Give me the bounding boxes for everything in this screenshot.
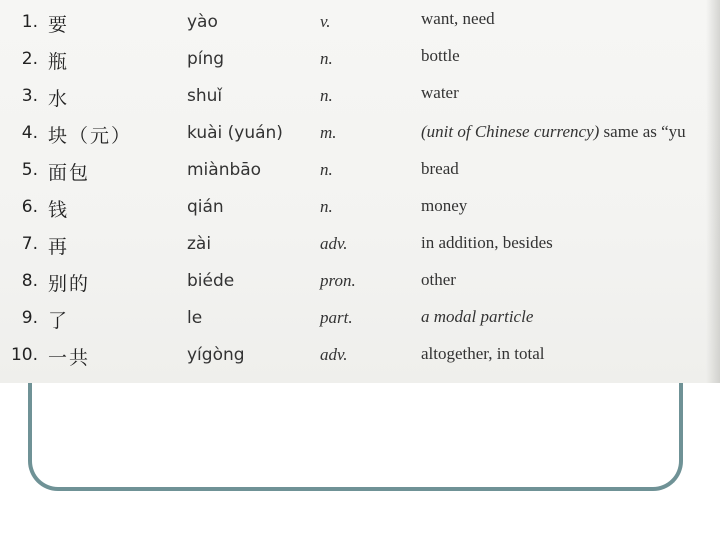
english-meaning: want, need (421, 9, 495, 28)
part-of-speech: part. (320, 308, 353, 327)
item-number: 8. (21, 271, 38, 291)
chinese-characters: 块（元） (48, 125, 133, 147)
part-of-speech: n. (320, 86, 333, 105)
part-of-speech: n. (320, 160, 333, 179)
pinyin: kuài (yuán) (187, 123, 283, 143)
chinese-characters: 了 (48, 310, 70, 332)
pinyin: qián (187, 197, 224, 217)
chinese-characters: 面包 (48, 162, 91, 184)
chinese-characters: 别的 (48, 273, 91, 295)
pinyin: le (187, 308, 203, 328)
english-meaning: altogether, in total (421, 344, 545, 363)
pinyin: zài (187, 234, 212, 254)
english-meaning: money (421, 196, 468, 215)
item-number: 6. (21, 197, 38, 217)
scan-shadow-edge (706, 0, 720, 383)
vocab-row (0, 8, 720, 38)
part-of-speech: n. (320, 49, 333, 68)
pinyin: shuǐ (187, 86, 223, 106)
pinyin: yào (187, 12, 218, 32)
vocab-row (0, 82, 720, 112)
part-of-speech: adv. (320, 234, 348, 253)
pinyin: píng (187, 49, 225, 69)
item-number: 3. (21, 86, 38, 106)
english-meaning (421, 122, 686, 142)
part-of-speech: pron. (320, 271, 356, 290)
english-meaning: in addition, besides (421, 233, 553, 252)
english-meaning: bottle (421, 46, 460, 65)
chinese-characters: 要 (48, 14, 70, 36)
vocab-row (0, 341, 720, 371)
vocab-row (0, 45, 720, 75)
english-meaning: water (421, 83, 459, 102)
item-number: 9. (21, 308, 38, 328)
part-of-speech: adv. (320, 345, 348, 364)
vocab-row (0, 304, 720, 334)
pinyin: miànbāo (187, 160, 262, 180)
meaning-italic-part: (unit of Chinese currency) (421, 122, 600, 141)
pinyin: yígòng (187, 345, 245, 365)
part-of-speech: m. (320, 123, 337, 142)
meaning-plain-part: same as “yu (599, 122, 686, 141)
english-meaning: other (421, 270, 456, 289)
vocab-row (0, 156, 720, 186)
item-number: 10. (10, 345, 38, 365)
vocab-row (0, 230, 720, 260)
chinese-characters: 水 (48, 88, 70, 110)
item-number: 7. (21, 234, 38, 254)
chinese-characters: 瓶 (48, 51, 70, 73)
english-meaning: a modal particle (421, 307, 534, 326)
pinyin: biéde (187, 271, 235, 291)
vocab-row (0, 119, 720, 149)
english-meaning: bread (421, 159, 459, 178)
item-number: 4. (21, 123, 38, 143)
part-of-speech: n. (320, 197, 333, 216)
vocab-row (0, 267, 720, 297)
decorative-bracket-frame (28, 383, 683, 491)
chinese-characters: 钱 (48, 199, 70, 221)
part-of-speech: v. (320, 12, 331, 31)
chinese-characters: 一共 (48, 347, 91, 369)
item-number: 2. (21, 49, 38, 69)
item-number: 5. (21, 160, 38, 180)
item-number: 1. (21, 12, 38, 32)
chinese-characters: 再 (48, 236, 70, 258)
vocab-row (0, 193, 720, 223)
